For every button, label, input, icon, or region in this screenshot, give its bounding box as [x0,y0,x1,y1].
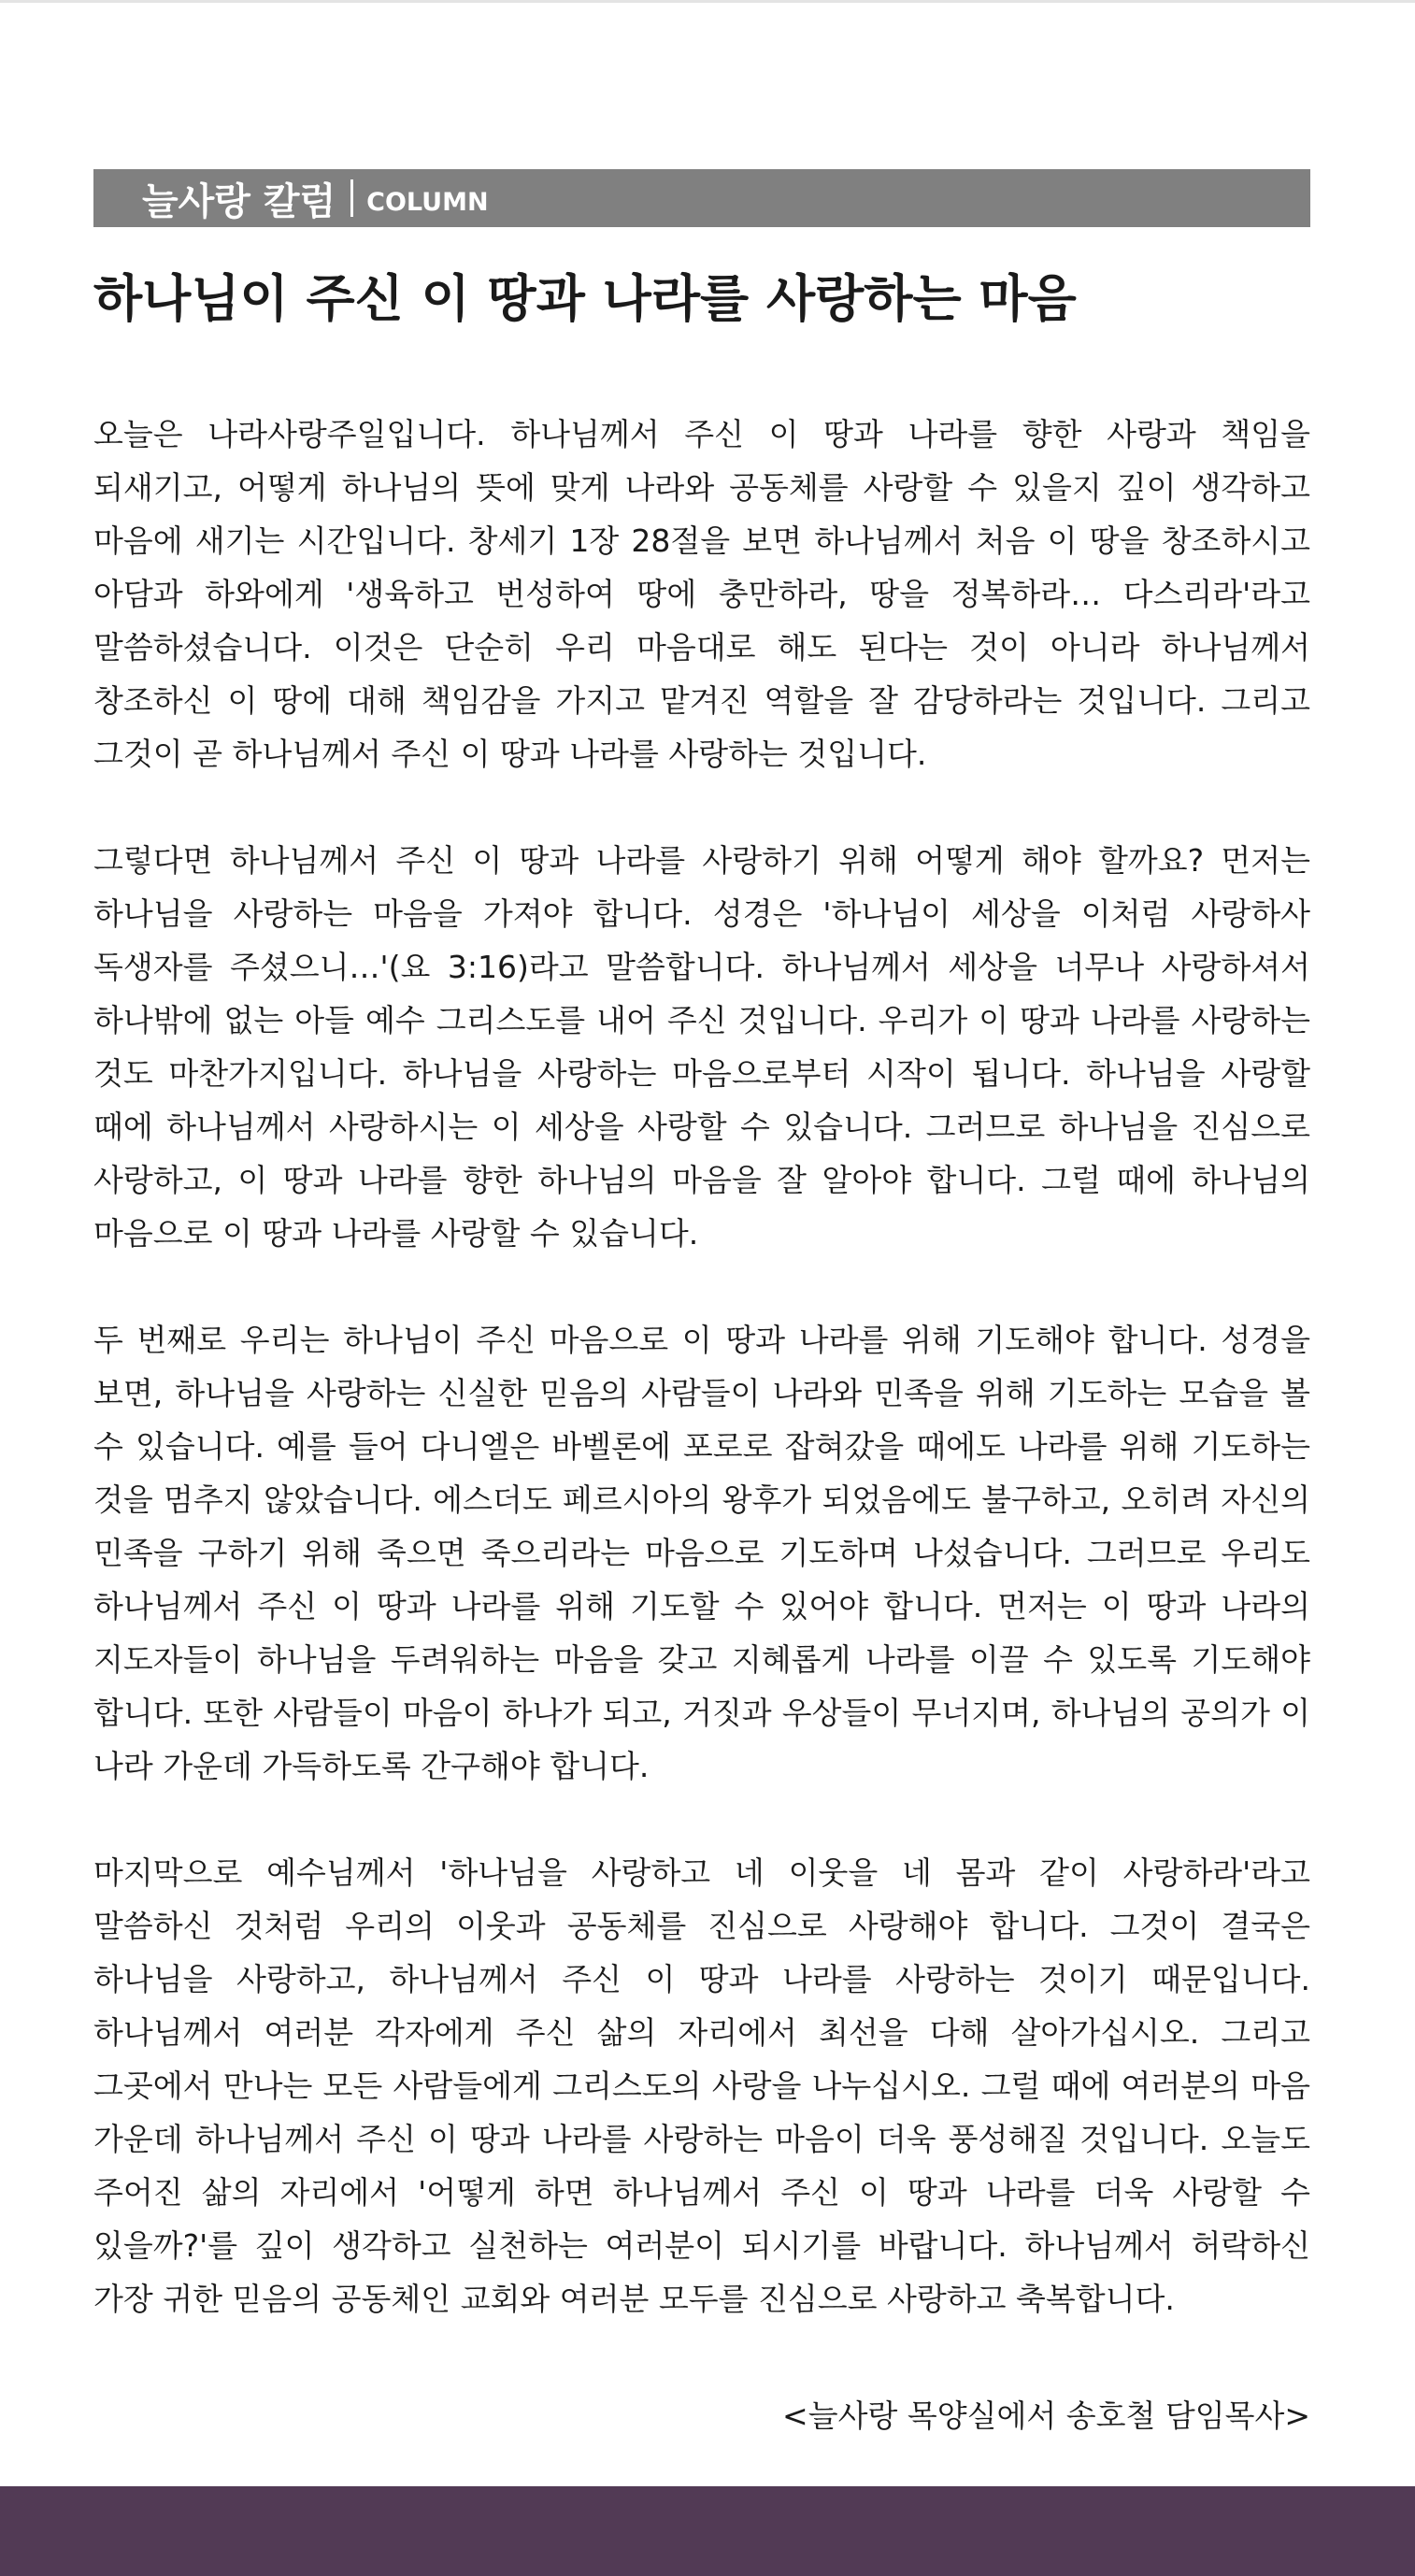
column-header-bar [93,169,1310,227]
article-body [93,408,1310,2379]
paragraph-1: 오늘은 나라사랑주일입니다. 하나님께서 주신 이 땅과 나라를 향한 사랑과 책임을 되새기고, 어떻게 하나님의 뜻에 맞게 나라와 공동체를 사랑할 수 있을지 깊이 생각하고 마음에 새기는 시간입니다. 창세기 1장 28절을 보면 하나님께서 처음 이 땅을 창조하시고 아담과 하와에게 '생육하고 번성하여 땅에 충만하라, 땅을 정복하라… 다스리라'라고 말씀하셨습니다. 이것은 단순히 우리 마음대로 해도 된다는 것이 아니라 하나님께서 창조하신 이 땅에 대해 책임감을 가지고 맡겨진 역할을 잘 감당하라는 것입니다. 그리고 그것이 곧 하나님께서 주신 이 땅과 나라를 사랑하는 것입니다. [93,416,1310,772]
article-title: 하나님이 주신 이 땅과 나라를 사랑하는 마음 [93,269,1077,328]
column-label: COLUMN [366,187,489,217]
paragraph-2: 그렇다면 하나님께서 주신 이 땅과 나라를 사랑하기 위해 어떻게 해야 할까요? 먼저는 하나님을 사랑하는 마음을 가져야 합니다. 성경은 '하나님이 세상을 이처럼 사랑하사 독생자를 주셨으니…'(요 3:16)라고 말씀합니다. 하나님께서 세상을 너무나 사랑하셔서 하나밖에 없는 아들 예수 그리스도를 내어 주신 것입니다. 우리가 이 땅과 나라를 사랑하는 것도 마찬가지입니다. 하나님을 사랑하는 마음으로부터 시작이 됩니다. 하나님을 사랑할 때에 하나님께서 사랑하시는 이 세상을 사랑할 수 있습니다. 그러므로 하나님을 진심으로 사랑하고, 이 땅과 나라를 향한 하나님의 마음을 잘 알아야 합니다. 그럴 때에 하나님의 마음으로 이 땅과 나라를 사랑할 수 있습니다. [93,842,1310,1252]
header-separator [350,179,353,217]
top-divider [0,0,1415,3]
paragraph-3: 두 번째로 우리는 하나님이 주신 마음으로 이 땅과 나라를 위해 기도해야 합니다. 성경을 보면, 하나님을 사랑하는 신실한 믿음의 사람들이 나라와 민족을 위해 기도하는 모습을 볼 수 있습니다. 예를 들어 다니엘은 바벨론에 포로로 잡혀갔을 때에도 나라를 위해 기도하는 것을 멈추지 않았습니다. 에스더도 페르시아의 왕후가 되었음에도 불구하고, 오히려 자신의 민족을 구하기 위해 죽으면 죽으리라는 마음으로 기도하며 나섰습니다. 그러므로 우리도 하나님께서 주신 이 땅과 나라를 위해 기도할 수 있어야 합니다. 먼저는 이 땅과 나라의 지도자들이 하나님을 두려워하는 마음을 갖고 지혜롭게 나라를 이끌 수 있도록 기도해야 합니다. 또한 사람들이 마음이 하나가 되고, 거짓과 우상들이 무너지며, 하나님의 공의가 이 나라 가운데 가득하도록 간구해야 합니다. [93,1322,1310,1784]
column-name: 늘사랑 칼럼 [142,179,336,223]
footer-bar [0,2486,1415,2576]
paragraph-4: 마지막으로 예수님께서 '하나님을 사랑하고 네 이웃을 네 몸과 같이 사랑하라'라고 말씀하신 것처럼 우리의 이웃과 공동체를 진심으로 사랑해야 합니다. 그것이 결국은 하나님을 사랑하고, 하나님께서 주신 이 땅과 나라를 사랑하는 것이기 때문입니다. 하나님께서 여러분 각자에게 주신 삶의 자리에서 최선을 다해 살아가십시오. 그리고 그곳에서 만나는 모든 사람들에게 그리스도의 사랑을 나누십시오. 그럴 때에 여러분의 마음 가운데 하나님께서 주신 이 땅과 나라를 사랑하는 마음이 더욱 풍성해질 것입니다. 오늘도 주어진 삶의 자리에서 '어떻게 하면 하나님께서 주신 이 땅과 나라를 더욱 사랑할 수 있을까?'를 깊이 생각하고 실천하는 여러분이 되시기를 바랍니다. 하나님께서 허락하신 가장 귀한 믿음의 공동체인 교회와 여러분 모두를 진심으로 사랑하고 축복합니다. [93,1854,1310,2317]
author-signature: <늘사랑 목양실에서 송호철 담임목사> [782,2397,1310,2434]
